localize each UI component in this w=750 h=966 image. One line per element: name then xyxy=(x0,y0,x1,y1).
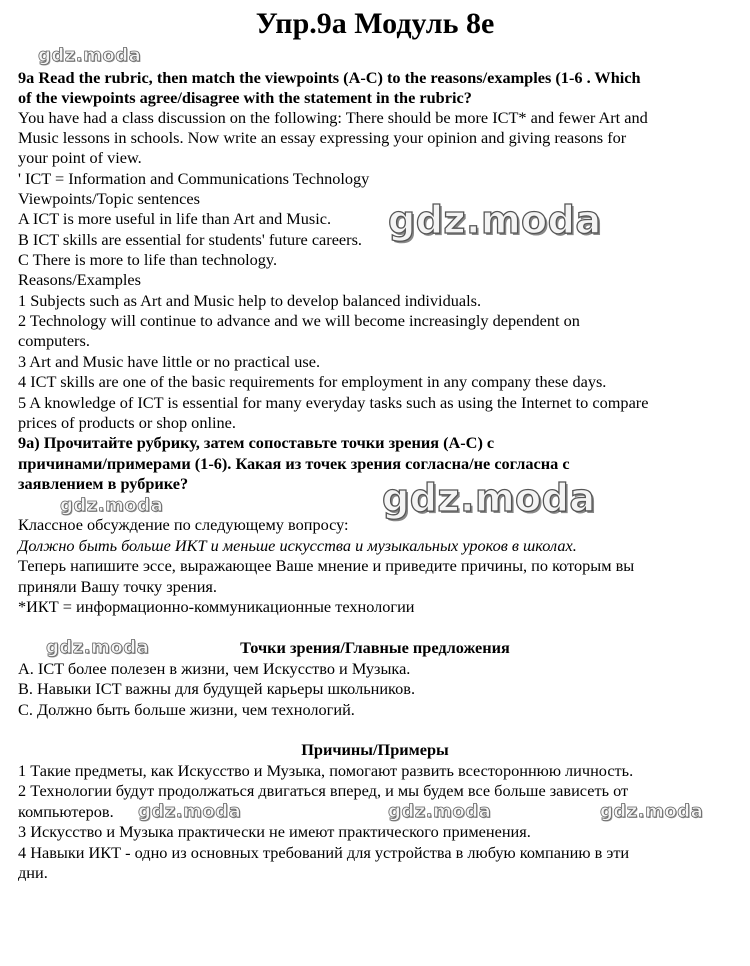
english-body-line: Music lessons in schools. Now write an essay expressing your opinion and giving reasons for xyxy=(18,128,627,147)
english-body-line: prices of products or shop online. xyxy=(18,413,236,432)
english-body-line: 3 Art and Music have little or no practical use. xyxy=(18,352,321,371)
reason-line: компьютеров. xyxy=(18,802,114,821)
reason-line: 2 Технологии будут продолжаться двигаться вперед, и мы будем все больше зависеть от xyxy=(18,781,629,800)
english-body-line: A ICT is more useful in life than Art and Music. xyxy=(18,209,332,228)
reasons-heading: Причины/Примеры xyxy=(301,740,449,759)
reason-line: 3 Искусство и Музыка практически не имеют практического применения. xyxy=(18,822,531,841)
russian-heading-line: заявлением в рубрике? xyxy=(18,474,189,493)
reason-line: 1 Такие предметы, как Искусство и Музыка, помогают развить всестороннюю личность. xyxy=(18,761,634,780)
viewpoint-item: C. Должно быть больше жизни, чем технологий. xyxy=(18,700,355,719)
english-body-line: C There is more to life than technology. xyxy=(18,250,278,269)
watermark: gdz.moda xyxy=(38,45,142,66)
russian-heading-line: 9а) Прочитайте рубрику, затем сопоставьте точки зрения (A-C) с xyxy=(18,433,495,452)
english-heading-line: 9a Read the rubric, then match the viewpoints (A-C) to the reasons/examples (1-6 . Which xyxy=(18,68,641,87)
viewpoint-item: A. ICT более полезен в жизни, чем Искусство и Музыка. xyxy=(18,659,411,678)
english-body-line: your point of view. xyxy=(18,148,142,167)
english-body-line: 2 Technology will continue to advance and we will become increasingly dependent on xyxy=(18,311,580,330)
watermark: gdz.moda xyxy=(388,801,492,822)
reason-line: 4 Навыки ИКТ - одно из основных требований для устройства в любую компанию в эти xyxy=(18,843,630,862)
watermark: gdz.moda xyxy=(382,476,596,520)
watermark: gdz.moda xyxy=(600,801,704,822)
watermark: gdz.moda xyxy=(388,198,602,242)
watermark: gdz.moda xyxy=(60,495,164,516)
reason-line: дни. xyxy=(18,863,48,882)
russian-statement: Должно быть больше ИКТ и меньше искусства и музыкальных уроков в школах. xyxy=(18,536,577,555)
english-body-line: Reasons/Examples xyxy=(18,270,141,289)
russian-intro: Классное обсуждение по следующему вопросу: xyxy=(18,515,349,534)
viewpoints-heading: Точки зрения/Главные предложения xyxy=(240,638,510,657)
page-title: Упр.9а Модуль 8е xyxy=(255,7,495,40)
english-body-line: computers. xyxy=(18,331,90,350)
watermark: gdz.moda xyxy=(138,801,242,822)
watermark: gdz.moda xyxy=(46,637,150,658)
english-body-line: B ICT skills are essential for students' future careers. xyxy=(18,230,362,249)
english-body-line: 5 A knowledge of ICT is essential for many everyday tasks such as using the Internet to compare xyxy=(18,393,649,412)
russian-task-line: *ИКТ = информационно-коммуникационные технологии xyxy=(18,597,415,616)
russian-heading-line: причинами/примерами (1-6). Какая из точек зрения согласна/не согласна с xyxy=(18,454,570,473)
english-heading-line: of the viewpoints agree/disagree with the statement in the rubric? xyxy=(18,88,472,107)
viewpoint-item: B. Навыки ICT важны для будущей карьеры школьников. xyxy=(18,679,416,698)
english-body-line: 1 Subjects such as Art and Music help to develop balanced individuals. xyxy=(18,291,482,310)
russian-task-line: Теперь напишите эссе, выражающее Ваше мнение и приведите причины, по которым вы xyxy=(18,556,635,575)
english-body-line: You have had a class discussion on the following: There should be more ICT* and fewer Art and xyxy=(18,108,648,127)
english-body-line: ' ICT = Information and Communications Technology xyxy=(18,169,370,188)
russian-task-line: приняли Вашу точку зрения. xyxy=(18,577,217,596)
english-body-line: 4 ICT skills are one of the basic requirements for employment in any company these days. xyxy=(18,372,607,391)
english-body-line: Viewpoints/Topic sentences xyxy=(18,189,200,208)
